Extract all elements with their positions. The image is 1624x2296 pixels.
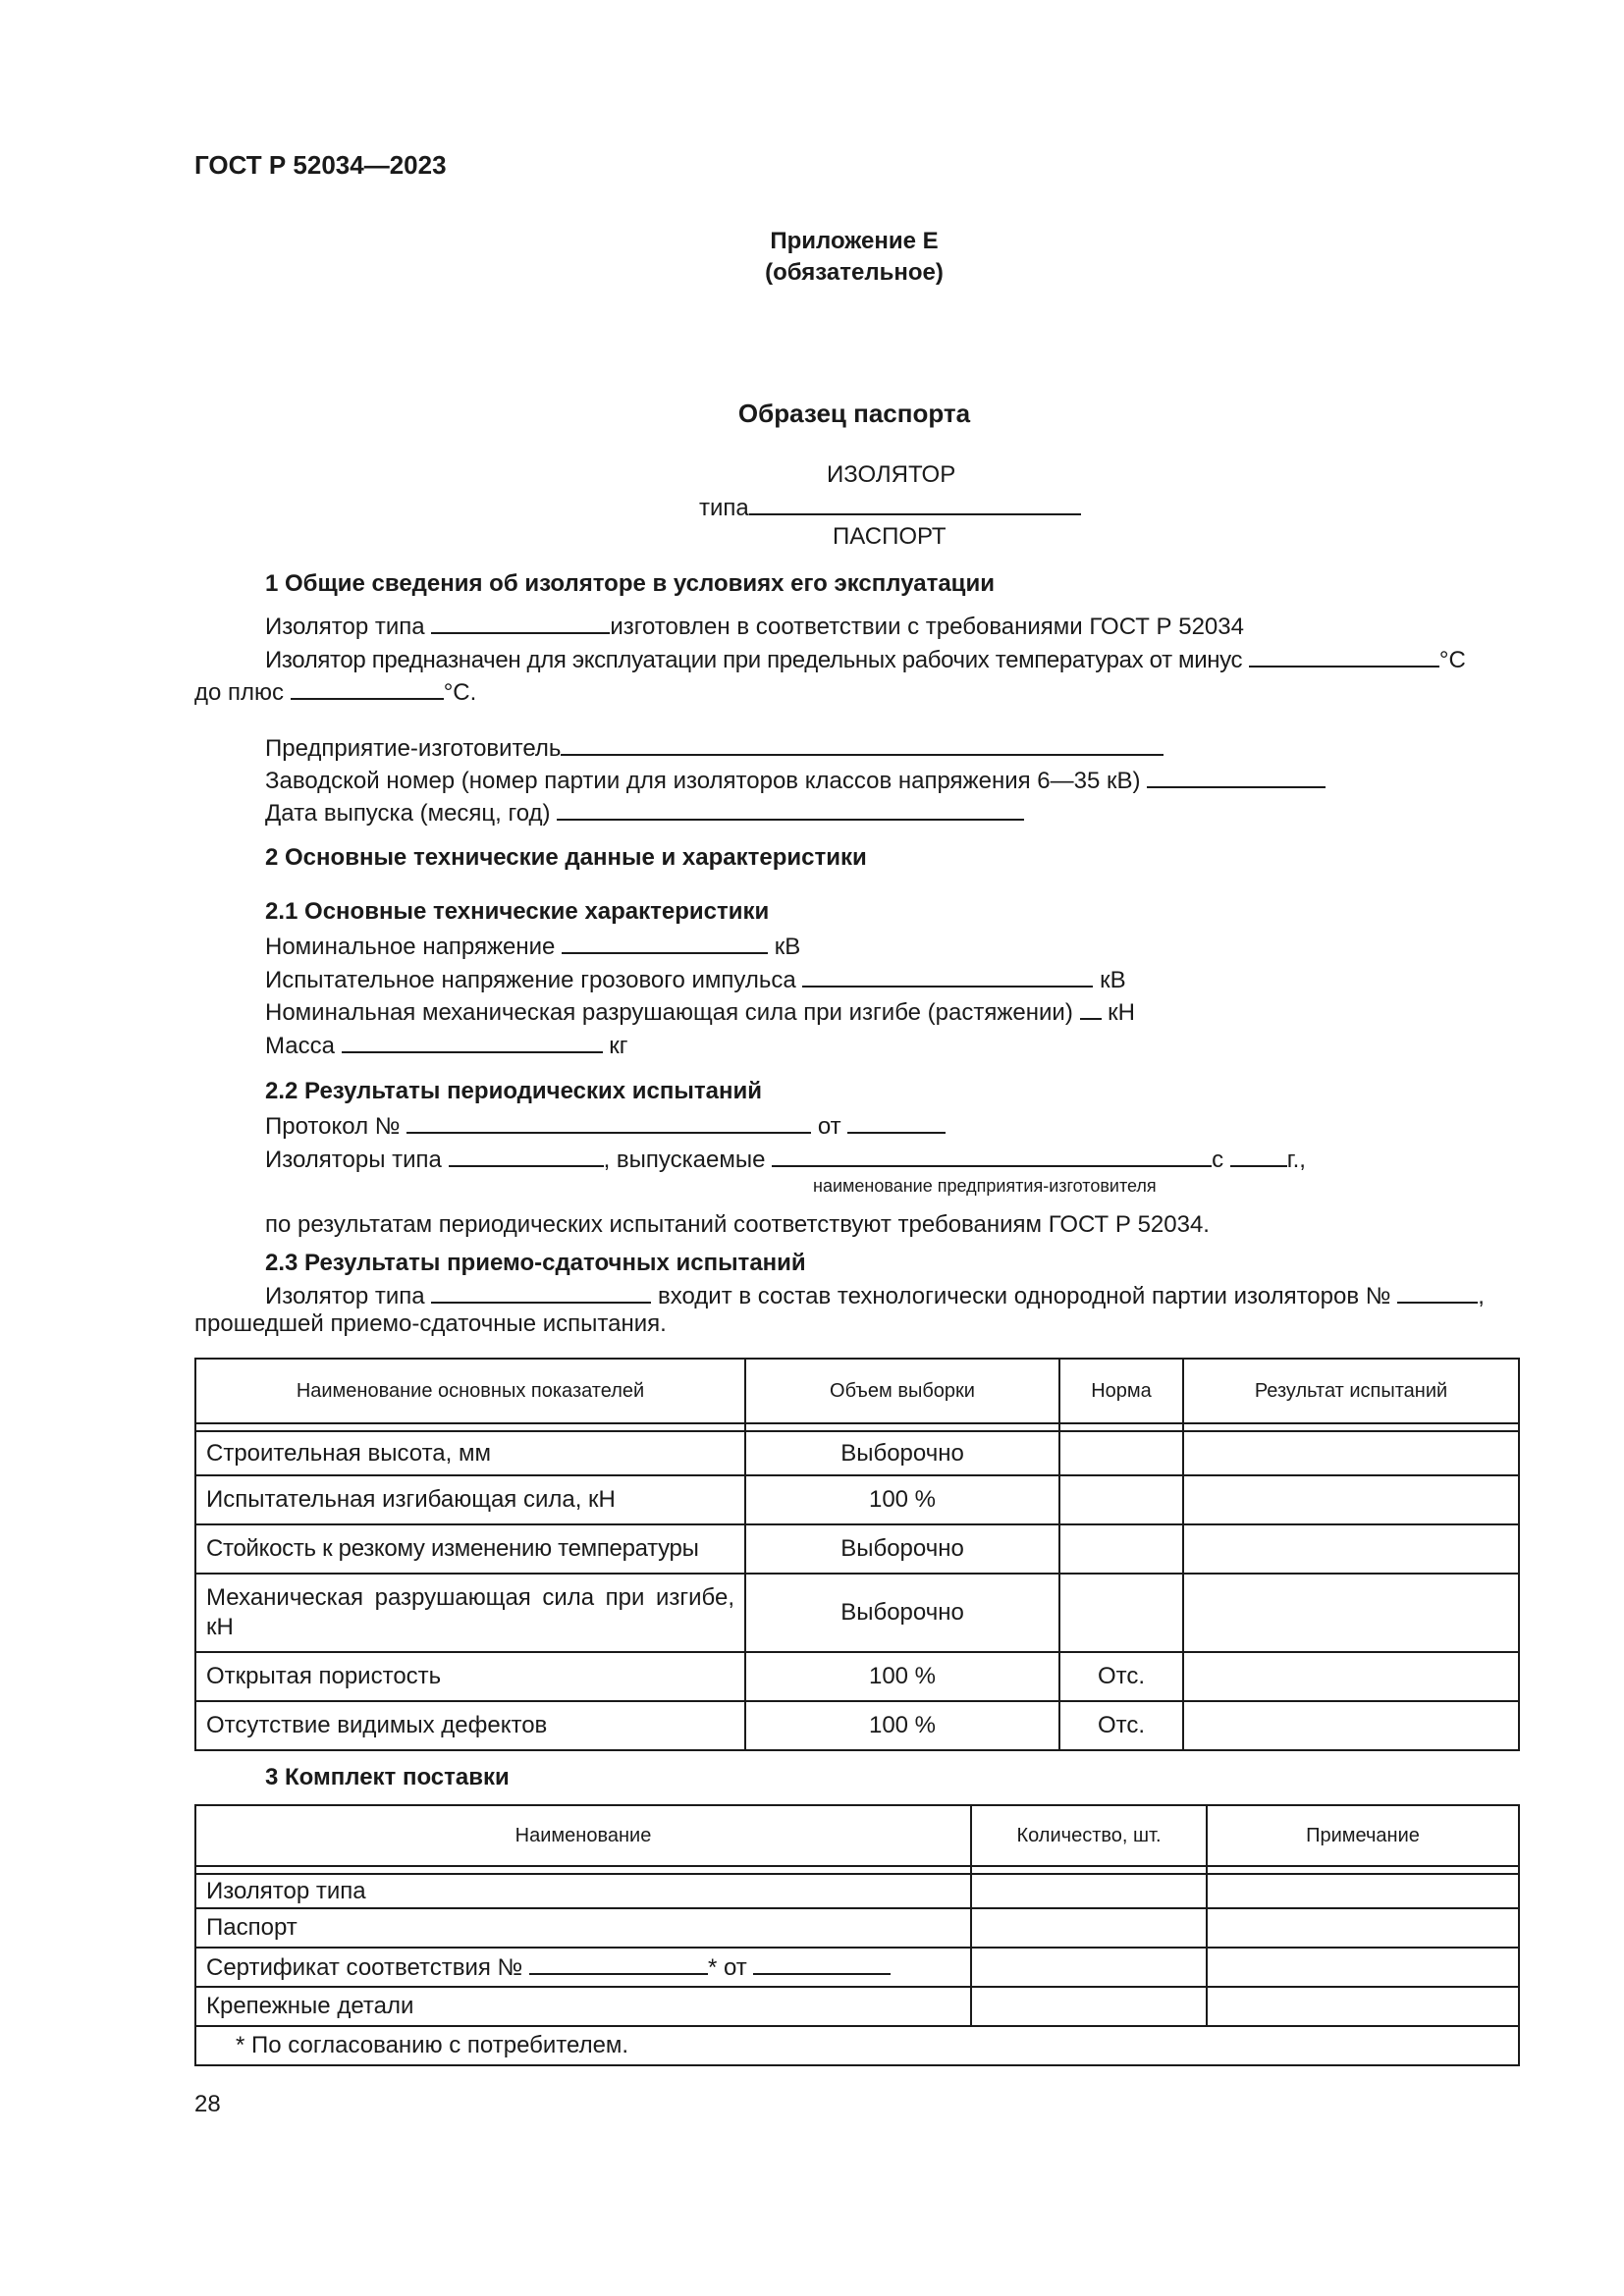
protocol-number-blank[interactable]: [406, 1110, 811, 1134]
table-row: [195, 1701, 1519, 1750]
certificate-from-label: * от: [707, 1953, 754, 1981]
quantity-cell[interactable]: [971, 1948, 1207, 1987]
type-prefix: Изолятор типа: [265, 614, 432, 640]
mass-unit: кг: [609, 1033, 628, 1059]
sample-cell: 100 %: [745, 1701, 1059, 1750]
sample-cell: Выборочно: [745, 1431, 1059, 1475]
result-cell[interactable]: [1183, 1524, 1519, 1574]
serial-blank[interactable]: [1147, 765, 1326, 788]
periodic-result: по результатам периодических испытаний соответствуют требованиям ГОСТ Р 52034.: [265, 1211, 1210, 1238]
max-temp-blank[interactable]: [291, 676, 444, 700]
acceptance-results-table: [194, 1358, 1520, 1751]
certificate-label: Сертификат соответствия №: [206, 1953, 529, 1981]
table-row: [195, 1574, 1519, 1652]
passport-label: ПАСПОРТ: [833, 523, 947, 550]
acceptance-comma: ,: [1478, 1283, 1485, 1309]
conformity-text: изготовлен в соответствии с требованиями ГОСТ Р 52034: [610, 614, 1244, 640]
note-cell[interactable]: [1207, 1874, 1519, 1908]
year-suffix: г.,: [1286, 1147, 1306, 1173]
item-name-cell: Изолятор типа: [195, 1874, 971, 1908]
certificate-date-blank[interactable]: [753, 1953, 891, 1975]
result-cell[interactable]: [1183, 1431, 1519, 1475]
table-row: [195, 1475, 1519, 1524]
appendix-title: Приложение Е: [770, 228, 939, 254]
header-note: Примечание: [1207, 1805, 1519, 1866]
quantity-cell[interactable]: [971, 1908, 1207, 1948]
result-cell[interactable]: [1183, 1701, 1519, 1750]
section1-line3: [194, 676, 476, 707]
table-row: [195, 1652, 1519, 1701]
indicator-cell: Открытая пористость: [195, 1652, 745, 1701]
manufacturer-blank[interactable]: [561, 732, 1164, 756]
table-footnote-row: [195, 2026, 1519, 2065]
norm-cell[interactable]: [1059, 1475, 1183, 1524]
norm-cell: Отс.: [1059, 1652, 1183, 1701]
release-date-label: Дата выпуска (месяц, год): [265, 800, 558, 827]
table-row: [195, 1524, 1519, 1574]
type-line: [699, 492, 1081, 522]
insulator-type-blank[interactable]: [431, 611, 610, 634]
acceptance-line2: прошедшей приемо-сдаточные испытания.: [194, 1310, 667, 1337]
protocol-from-label: от: [817, 1113, 848, 1140]
release-date-blank[interactable]: [557, 797, 1024, 821]
type-blank[interactable]: [749, 492, 1081, 515]
header-result: Результат испытаний: [1183, 1359, 1519, 1423]
item-name-cell: Крепежные детали: [195, 1987, 971, 2026]
impulse-voltage-line: [265, 964, 1126, 994]
section3-heading: 3 Комплект поставки: [265, 1764, 510, 1790]
item-name-cell: Паспорт: [195, 1908, 971, 1948]
insulators-type-blank[interactable]: [449, 1144, 604, 1167]
indicator-cell: Строительная высота, мм: [195, 1431, 745, 1475]
indicator-cell: Испытательная изгибающая сила, кН: [195, 1475, 745, 1524]
form-title: Образец паспорта: [737, 399, 971, 428]
mass-label: Масса: [265, 1033, 342, 1059]
form-item: ИЗОЛЯТОР: [827, 461, 956, 488]
celsius-unit: °С: [1438, 647, 1466, 673]
appendix-status: (обязательное): [765, 259, 944, 286]
document-code: ГОСТ Р 52034—2023: [194, 150, 447, 180]
acceptance-batch-label: входит в состав технологически однородной партии изоляторов №: [657, 1283, 1391, 1309]
table-row: [195, 1908, 1519, 1948]
to-plus-text: до плюс: [194, 679, 291, 706]
header-name: Наименование: [195, 1805, 971, 1866]
section1-line2: [265, 644, 1520, 674]
header-norm: Норма: [1059, 1359, 1183, 1423]
manufacturer-label: Предприятие-изготовитель: [265, 735, 562, 762]
serial-label: Заводской номер (номер партии для изоляторов классов напряжения 6—35 кВ): [265, 768, 1148, 794]
type-label: типа: [699, 495, 749, 521]
indicator-cell: Стойкость к резкому изменению температуры: [195, 1524, 745, 1574]
norm-cell: Отс.: [1059, 1701, 1183, 1750]
produced-label: , выпускаемые: [603, 1147, 773, 1173]
footnote-cell: * По согласованию с потребителем.: [195, 2026, 1519, 2065]
sample-cell: 100 %: [745, 1652, 1059, 1701]
serial-line: [265, 765, 1326, 795]
result-cell[interactable]: [1183, 1574, 1519, 1652]
insulators-produced-line: [265, 1144, 1306, 1174]
release-date-line: [265, 797, 1024, 828]
section21-heading: 2.1 Основные технические характеристики: [265, 898, 770, 925]
manufacturer-caption: наименование предприятия-изготовителя: [813, 1176, 1157, 1196]
rated-voltage-label: Номинальное напряжение: [265, 934, 563, 960]
mass-line: [265, 1030, 628, 1060]
rated-voltage-blank[interactable]: [562, 931, 768, 954]
manufacturer-line: [265, 732, 1164, 763]
acceptance-line: [265, 1280, 1520, 1310]
table-row: [195, 1987, 1519, 2026]
table-header-row: [195, 1805, 1519, 1866]
result-cell[interactable]: [1183, 1652, 1519, 1701]
insulators-type-label: Изоляторы типа: [265, 1147, 449, 1173]
table-header-row: [195, 1359, 1519, 1423]
table-row: [195, 1431, 1519, 1475]
item-name-cell: [195, 1948, 971, 1987]
note-cell[interactable]: [1207, 1948, 1519, 1987]
produced-by-blank[interactable]: [772, 1144, 1212, 1167]
sample-cell: Выборочно: [745, 1574, 1059, 1652]
celsius-unit-2: °С.: [443, 679, 477, 706]
section2-heading: 2 Основные технические данные и характеристики: [265, 844, 867, 871]
min-temp-blank[interactable]: [1249, 644, 1439, 667]
header-indicator: Наименование основных показателей: [195, 1359, 745, 1423]
section23-heading: 2.3 Результаты приемо-сдаточных испытаний: [265, 1250, 806, 1276]
mech-force-unit: кН: [1108, 999, 1136, 1026]
mass-blank[interactable]: [342, 1030, 603, 1053]
protocol-date-blank[interactable]: [847, 1110, 946, 1134]
protocol-line: [265, 1110, 946, 1141]
indicator-cell: Отсутствие видимых дефектов: [195, 1701, 745, 1750]
mech-force-line: [265, 996, 1135, 1027]
header-sample: Объем выборки: [745, 1359, 1059, 1423]
impulse-voltage-label: Испытательное напряжение грозового импульса: [265, 967, 803, 993]
header-gap-row: [195, 1866, 1519, 1874]
header-quantity: Количество, шт.: [971, 1805, 1207, 1866]
delivery-set-table: [194, 1804, 1520, 2066]
quantity-cell[interactable]: [971, 1987, 1207, 2026]
since-label: с: [1212, 1147, 1230, 1173]
note-cell[interactable]: [1207, 1908, 1519, 1948]
note-cell[interactable]: [1207, 1987, 1519, 2026]
section22-heading: 2.2 Результаты периодических испытаний: [265, 1078, 762, 1104]
impulse-voltage-unit: кВ: [1100, 967, 1126, 993]
norm-cell[interactable]: [1059, 1431, 1183, 1475]
impulse-voltage-blank[interactable]: [802, 964, 1093, 988]
table-row: [195, 1948, 1519, 1987]
section1-line1: [265, 611, 1244, 641]
norm-cell[interactable]: [1059, 1524, 1183, 1574]
table-row: [195, 1874, 1519, 1908]
mech-force-blank[interactable]: [1080, 996, 1102, 1020]
temp-range-text: Изолятор предназначен для эксплуатации при предельных рабочих температурах от минус: [265, 647, 1243, 673]
certificate-number-blank[interactable]: [529, 1953, 708, 1975]
sample-cell: Выборочно: [745, 1524, 1059, 1574]
since-year-blank[interactable]: [1230, 1144, 1287, 1167]
page-number: 28: [194, 2091, 221, 2117]
acceptance-type-label: Изолятор типа: [265, 1283, 432, 1309]
batch-number-blank[interactable]: [1397, 1280, 1478, 1304]
quantity-cell[interactable]: [971, 1874, 1207, 1908]
norm-cell[interactable]: [1059, 1574, 1183, 1652]
acceptance-type-blank[interactable]: [431, 1280, 651, 1304]
rated-voltage-unit: кВ: [774, 934, 801, 960]
header-gap-row: [195, 1423, 1519, 1431]
rated-voltage-line: [265, 931, 800, 961]
sample-cell: 100 %: [745, 1475, 1059, 1524]
section1-heading: 1 Общие сведения об изоляторе в условиях его эксплуатации: [265, 570, 995, 597]
indicator-cell: Механическая разрушающая сила при изгибе, кН: [195, 1574, 745, 1652]
protocol-label: Протокол №: [265, 1113, 407, 1140]
result-cell[interactable]: [1183, 1475, 1519, 1524]
mech-force-label: Номинальная механическая разрушающая сила при изгибе (растяжении): [265, 999, 1080, 1026]
